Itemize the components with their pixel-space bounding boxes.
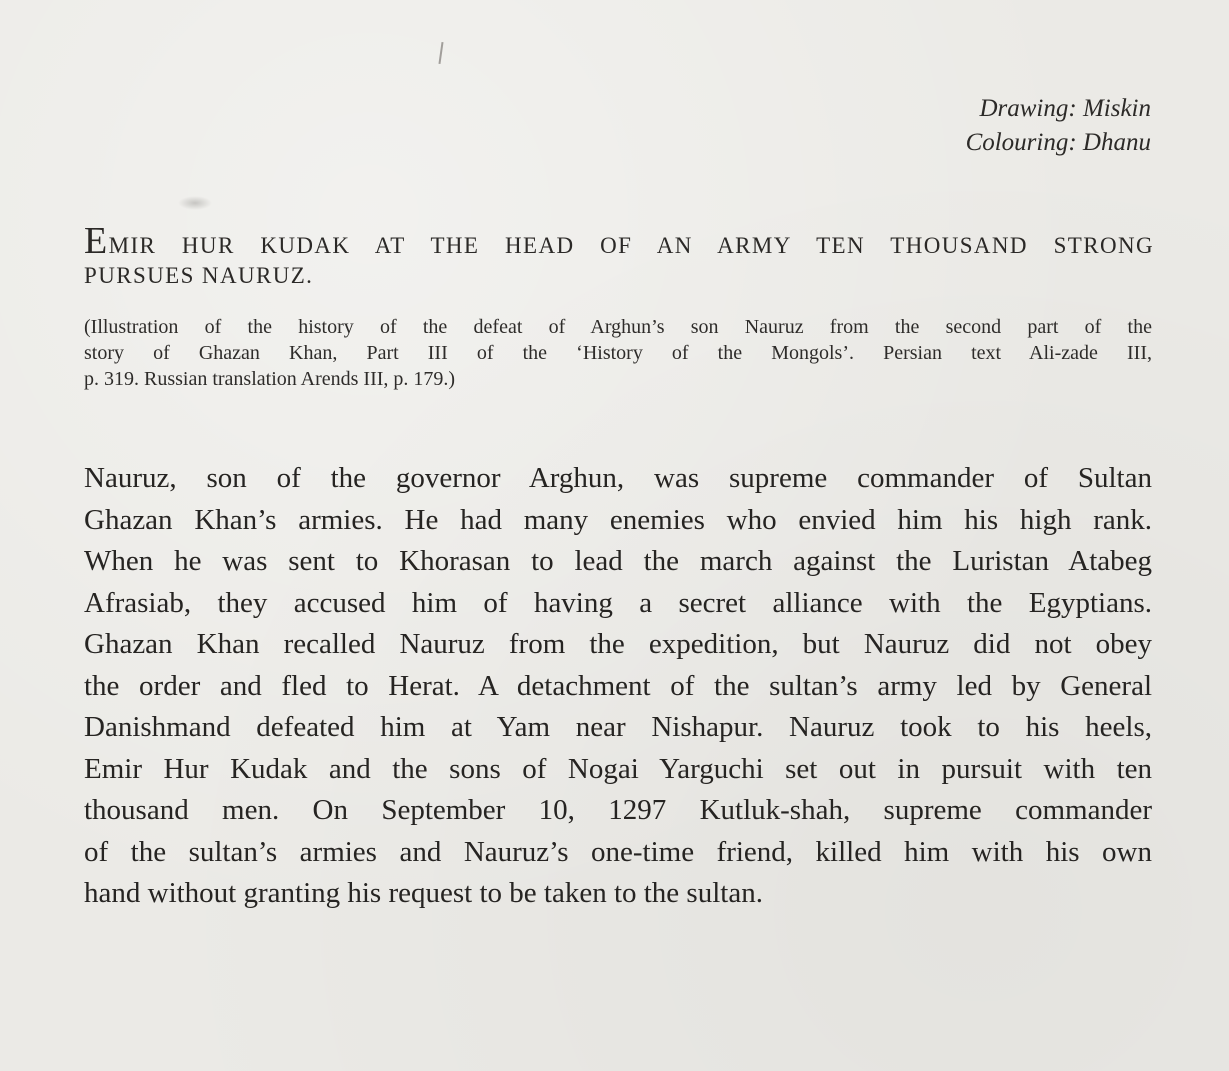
title-line-1-text: MIR HUR KUDAK AT THE HEAD OF AN ARMY TEN THOUSAND STRONG	[108, 233, 1154, 258]
title-line-2: PURSUES NAURUZ.	[84, 263, 314, 288]
drawing-credit: Drawing: Miskin	[979, 95, 1151, 122]
plate-caption	[84, 314, 1152, 392]
title-dropcap: E	[84, 220, 109, 262]
paper-speck	[438, 42, 443, 64]
body-line: Ghazan Khan recalled Nauruz from the expedition, but Nauruz did not obey	[84, 628, 1152, 660]
title-line-1	[84, 220, 1154, 262]
body-line: the order and fled to Herat. A detachment of the sultan’s army led by General	[84, 669, 1152, 702]
body-line: Danishmand defeated him at Yam near Nishapur. Nauruz took to his heels,	[84, 711, 1152, 743]
plate-title	[84, 220, 1154, 291]
body-line: When he was sent to Khorasan to lead the march against the Luristan Atabeg	[84, 545, 1152, 577]
body-line: Ghazan Khan’s armies. He had many enemies who envied him his high rank.	[84, 503, 1152, 536]
artist-credits	[966, 92, 1151, 160]
body-line: Afrasiab, they accused him of having a secret alliance with the Egyptians.	[84, 586, 1152, 619]
body-line: hand without granting his request to be taken to the sultan.	[84, 877, 763, 909]
caption-line: p. 319. Russian translation Arends III, p. 179.)	[84, 368, 456, 390]
body-line: Nauruz, son of the governor Arghun, was supreme commander of Sultan	[84, 462, 1152, 494]
colouring-credit: Colouring: Dhanu	[965, 129, 1151, 156]
paper-smudge	[178, 196, 212, 210]
caption-line: story of Ghazan Khan, Part III of the ‘History of the Mongols’. Persian text Ali-zade III,	[84, 342, 1152, 364]
body-line: Emir Hur Kudak and the sons of Nogai Yarguchi set out in pursuit with ten	[84, 752, 1152, 785]
caption-line: (Illustration of the history of the defeat of Arghun’s son Nauruz from the second part of the	[84, 316, 1152, 338]
body-line: thousand men. On September 10, 1297 Kutluk-shah, supreme commander	[84, 794, 1152, 826]
body-line: of the sultan’s armies and Nauruz’s one-time friend, killed him with his own	[84, 835, 1152, 868]
body-paragraph	[84, 458, 1152, 915]
